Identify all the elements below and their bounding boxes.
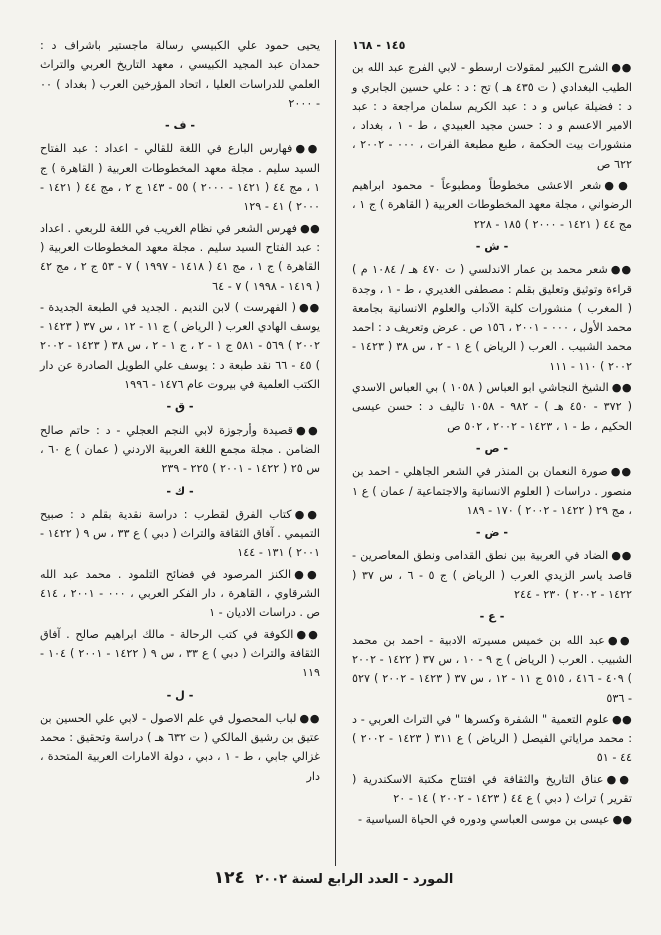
bibliography-entry [352, 176, 632, 234]
column-divider [335, 40, 336, 866]
bullet-icon: ●● [294, 567, 320, 581]
entry-text: الشرح الكبير لمقولات ارسطو - لابي الفرج عبد الله بن الطيب البغدادي ( ت ٤٣٥ هـ ) تح : د : علي حسين الجابري و د : فضيلة عباس و د : عبد الكريم سلمان مراجعة د : عبد الامير الاعسم و د : حسن مجيد العبيدي ، ط - ١ ، بغداد ، منشورات بيت الحكمة ، طبع مطبعة الفرات ، ٠٠٠ - ٢٠٠٢ ، ٦٢٢ ص [352, 61, 633, 171]
bullet-icon: ●● [294, 507, 320, 521]
section-heading-fa: - ف - [164, 119, 196, 133]
bullet-icon: ●● [296, 627, 320, 641]
right-column [352, 36, 632, 832]
bibliography-entry [40, 709, 320, 786]
bibliography-entry [352, 770, 632, 809]
entry-continuation: يحيى حمود علي الكبيسي رسالة ماجستير باشراف د : حمدان عبد المجيد الكبيسي ، معهد التاريخ العربي والتراث العلمي للدراسات العليا ، اتحاد المؤرخين العرب ( بغداد ) ٠٠ - ٢٠٠٠ [40, 39, 320, 110]
section-heading-lam: - ل - [166, 688, 194, 702]
bullet-icon: ●● [606, 772, 632, 786]
bullet-icon: ●● [299, 711, 320, 725]
bibliography-entry [352, 462, 632, 520]
page [40, 36, 632, 846]
bullet-icon: ●● [610, 263, 633, 277]
entry-text: لباب المحصول في علم الاصول - لابي علي الحسين بن عتيق بن رشيق المالكي ( ت ٦٣٢ هـ ) دراسة وتحقيق : محمد غزالي جابي ، ط - ١ ، دبي ، دولة الامارات العربية المتحدة ، دار [40, 711, 320, 783]
bullet-icon: ●● [295, 423, 320, 437]
bullet-icon: ●● [611, 549, 633, 563]
bibliography-entry [352, 378, 632, 436]
entry-text: الشيخ النجاشي ابو العباس ( ١٠٥٨ ) بي العباس الاسدي ( ٣٧٢ - ٤٥٠ هـ ) - ٩٨٢ - ١٠٥٨ تاليف د : حسن عيسى الحكيم ، ط - ١ ، ١٤٢٣ - ٢٠٠٢ ، ٥٠٢ ص [352, 381, 632, 433]
bullet-icon: ●● [604, 179, 633, 193]
bullet-icon: ●● [611, 61, 632, 75]
bullet-icon: ●● [610, 465, 633, 479]
page-footer [0, 868, 661, 888]
section-heading-ain: - ع - [479, 610, 505, 624]
bibliography-entry [352, 631, 632, 708]
page-number: ١٢٤ [213, 868, 245, 888]
bibliography-entry [352, 260, 632, 376]
entry-text: فهارس البارع في اللغة للقالي - اعداد : عبد الفتاح السيد سليم . مجلة معهد المخطوطات العربية ( القاهرة ) ج ١ ، مج ٤٤ ( ١٤٢١ - ٢٠٠٠ ) ٥٥ - ١٤٣ ج ٢ ، مج ٤٤ ( ١٤٢١ - ٢٠٠٠ ) ٤١ - ١٢٩ [40, 142, 321, 214]
entry-text: فهرس الشعر في نظام الغريب في اللغة للربعي . اعداد : عبد الفتاح السيد سليم . مجلة معهد المخطوطات العربية ( القاهرة ) ج ١ ، مج ٤١ ( ١٤١٨ - ١٩٩٧ ) ٧ - ٥٣ ج ٢ ، مج ٤٢ ( ١٤١٩ - ١٩٩٨ ) ٧ - ٦٤ [40, 221, 320, 293]
bibliography-entry [40, 625, 320, 683]
footer-text: المورد - العدد الرابع لسنة ٢٠٠٢ [255, 872, 454, 887]
entry-text: شعر محمد بن عمار الاندلسي ( ت ٤٧٠ هـ / ١٠٨٤ م ) قراءة وتوثيق وتعليق بقلم : مصطفى الغديري ، ط - ١ ، وجدة ( المغرب ) منشورات كلية الآداب والعلوم الانسانية بجامعة محمد الأول ، ٠٠٠ - ٢٠٠١ ، ١٥٦ ص . عرض وتعريف د : احمد محمد الشبيب . العرب ( الرياض ) ع ١ - ٢ ، س ٣٨ ( ١٤٢٣ - ٢٠٠٢ ) ١١٠ - ١١١ [352, 263, 632, 373]
page-range-header: ١٤٥ - ١٦٨ [352, 39, 406, 52]
bullet-icon: ●● [612, 813, 632, 827]
entry-text: الضاد في العربية بين نطق القدامى ونطق المعاصرين - قاصد ياسر الزيدي العرب ( الرياض ) ج ٥ - ٦ ، س ٣٧ ( ١٤٢٢ - ٢٠٠٢ ) ٢٣٠ - ٢٤٤ [352, 549, 633, 602]
bullet-icon: ●● [298, 300, 320, 314]
bullet-icon: ●● [299, 221, 320, 235]
section-heading-kaf: - ك - [166, 484, 194, 498]
bullet-icon: ●● [295, 142, 321, 156]
left-column [40, 36, 320, 788]
section-heading-dad: - ض - [475, 526, 509, 540]
bibliography-entry [40, 219, 320, 296]
section-heading-qaf: - ق - [166, 400, 194, 414]
bibliography-entry [352, 710, 632, 768]
bibliography-entry [40, 565, 320, 623]
section-heading-sad: - ص - [475, 441, 509, 455]
entry-text: شعر الاعشى مخطوطاً ومطبوعاً - محمود ابراهيم الرضواني ، مجلة معهد المخطوطات العربية ( القاهرة ) ج ١ ، مج ٤٤ ( ١٤٢١ - ٢٠٠٠ ) ١٨٥ - ٢٢٨ [352, 179, 632, 231]
entry-text: صورة النعمان بن المنذر في الشعر الجاهلي - احمد بن منصور . دراسات ( العلوم الانسانية والاجتماعية / عمان ) ع ١ ، مج ٢٩ ( ١٤٢٢ - ٢٠٠٢ ) ١٧٠ - ١٨٩ [352, 465, 632, 517]
entry-text: ( الفهرست ) لابن النديم . الجديد في الطبعة الجديدة - يوسف الهادي العرب ( الرياض ) ج ١١ - ١٢ ، س ٣٧ ( ١٤٢٣ - ٢٠٠٢ ) ٥٦٩ - ٥٨١ ج ١ - ٢ ، ج ١ - ٢ ، س ٣٨ ( ١٤٢٣ - ٢٠٠٢ ) ٤٥ - ٦٦ نقد طبعة د : يوسف علي الطويل الصادرة عن دار الكتب العلمية في بيروت عام ١٤٧٦ - ١٩٩٦ [40, 300, 321, 392]
entry-text: عناق التاريخ والثقافة في افتتاح مكتبة الاسكندرية ( تقرير ) تراث ( دبي ) ع ٤٤ ( ١٤٢٣ - ٢٠٠٢ ) ١٤ - ٢٠ [352, 772, 632, 805]
entry-text: قصيدة وأرجوزة لابي النجم العجلي - د : حاتم صالح الضامن . مجلة مجمع اللغة العربية الاردني ( عمان ) ع ٦٠ ، س ٢٥ ( ١٤٢٢ - ٢٠٠١ ) ٢٢٥ - ٢٣٩ [40, 423, 320, 476]
bibliography-entry [352, 546, 632, 604]
bullet-icon: ●● [607, 633, 632, 647]
bibliography-entry [352, 810, 632, 829]
entry-text: الكوفة في كتب الرحالة - مالك ابراهيم صالح . آفاق الثقافة والتراث ( دبي ) ع ٣٣ ، س ٩ ( ١٤٢٢ - ٢٠٠١ ) ١٠٤ - ١١٩ [40, 627, 321, 680]
entry-text: كتاب الفرق لقطرب : دراسة نقدية بقلم د : صبيح التميمي . آفاق الثقافة والتراث ( دبي ) ع ٣٣ ، س ٩ ( ١٤٢٢ - ٢٠٠١ ) ١٣١ - ١٤٤ [40, 507, 321, 560]
bibliography-entry [40, 421, 320, 479]
entry-text: علوم التعمية " الشفرة وكسرها " في التراث العربي - د : محمد مراياتي الفيصل ( الرياض ) ع ٣١١ ( ١٤٢٣ - ٢٠٠٢ ) ٤٤ - ٥١ [352, 712, 633, 765]
entry-text: الكنز المرصود في فضائح التلمود . محمد عبد الله الشرقاوي ، القاهرة ، دار الفكر العربي ، ٠٠٠ - ٢٠٠١ ، ٤١٤ ص . دراسات الاديان - ١ [40, 567, 320, 620]
section-heading-shin: - ش - [475, 239, 509, 253]
bibliography-entry [40, 505, 320, 563]
bibliography-entry [40, 139, 320, 216]
bullet-icon: ●● [611, 712, 632, 726]
bullet-icon: ●● [611, 381, 632, 395]
entry-text: عبد الله بن خميس مسيرته الادبية - احمد بن محمد الشبيب . العرب ( الرياض ) ج ٩ - ١٠ ، س ٣٧ ( ١٤٢٢ - ٢٠٠٢ ) ٤٠٩ - ٤١٦ ، ٥١٥ ج ١١ - ١٢ ، س ٣٧ ( ١٤٢٣ - ٢٠٠٢ ) ٥٢٧ - ٥٣٦ [352, 633, 633, 705]
bibliography-entry [352, 58, 632, 174]
entry-text: عيسى بن موسى العباسي ودوره في الحياة السياسية - [357, 813, 610, 827]
bibliography-entry [40, 298, 320, 394]
